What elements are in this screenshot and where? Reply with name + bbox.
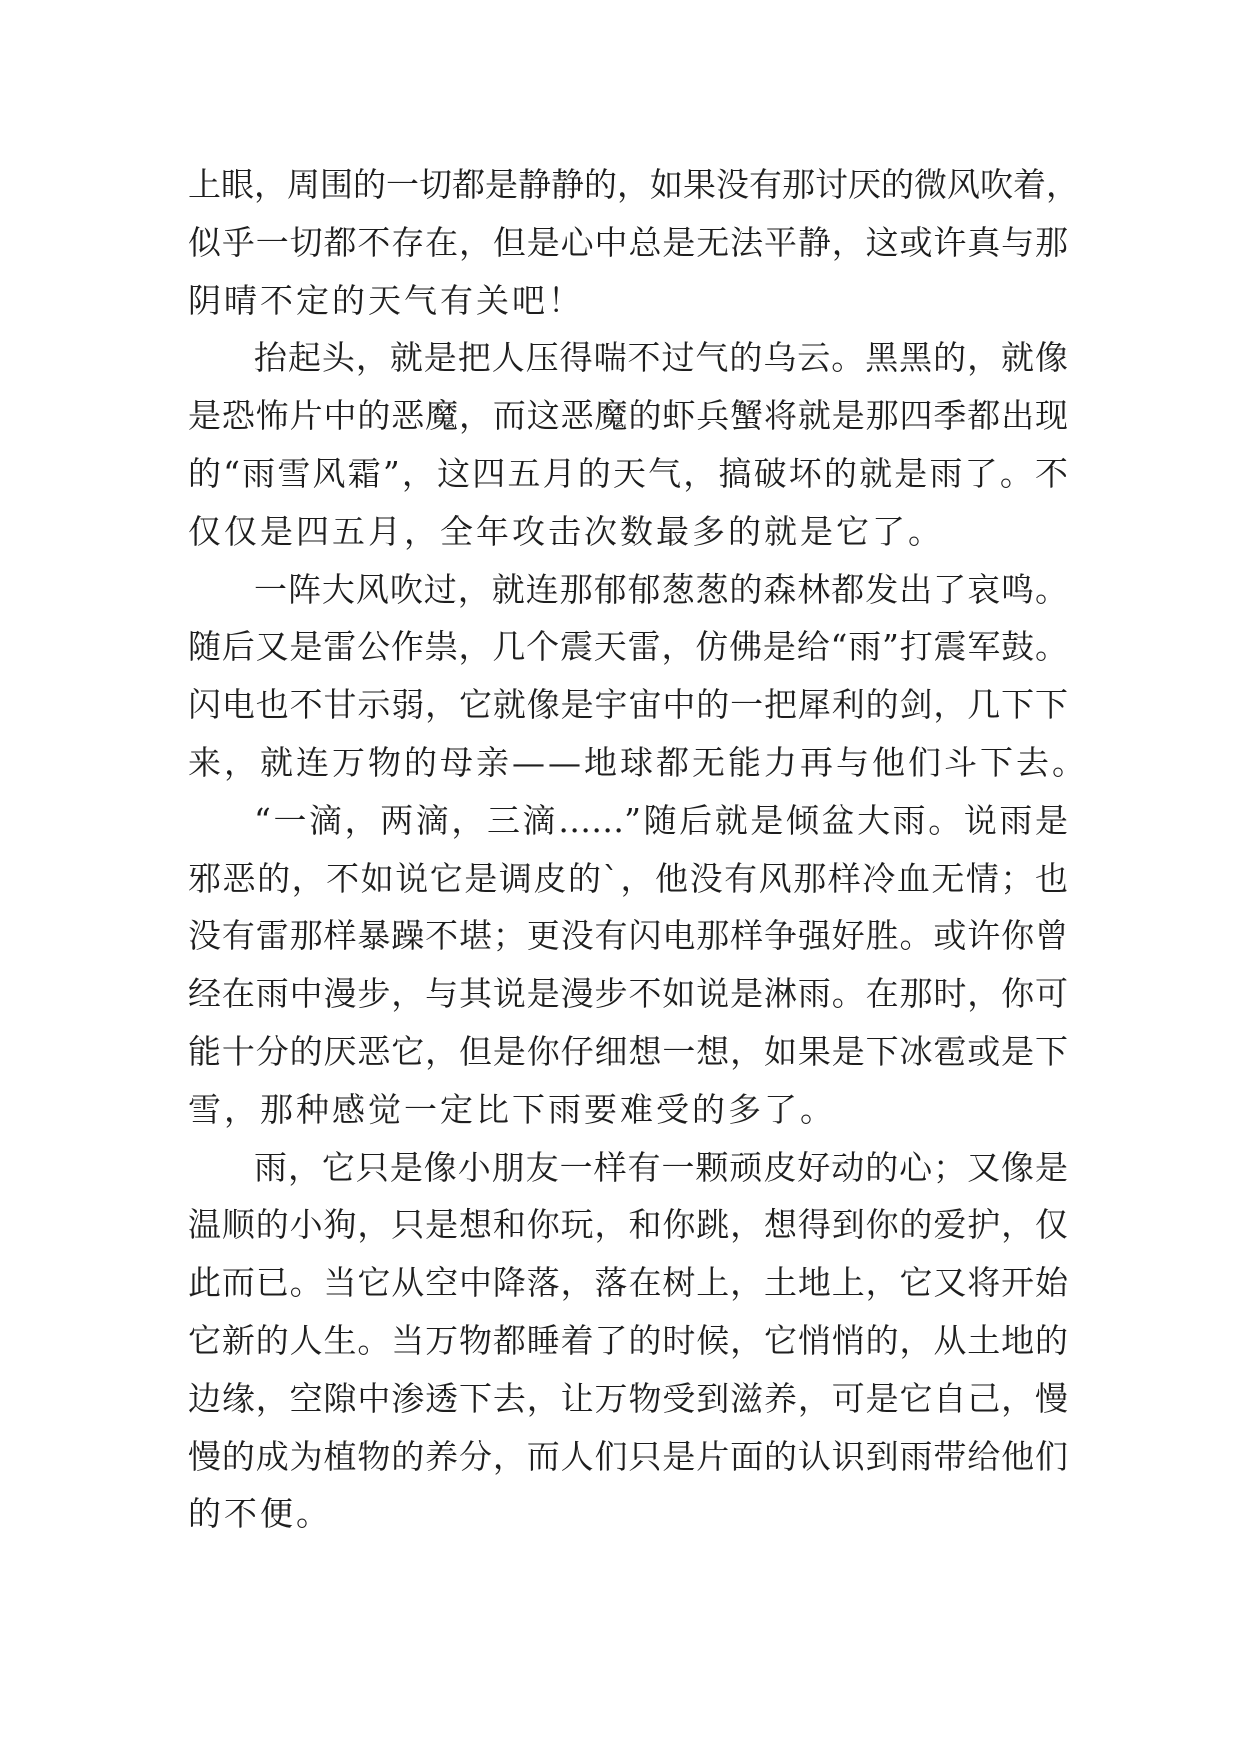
text-line-7: 仅仅是四五月，全年攻击次数最多的就是它了。 — [188, 511, 944, 551]
paragraph-start-line: 雨，它只是像小朋友一样有一颗顽皮好动的心；又像是 — [254, 1147, 1068, 1187]
document-body — [188, 156, 1088, 1543]
text-line-10: 闪电也不甘示弱，它就像是宇宙中的一把犀利的剑，几下下 — [188, 685, 1068, 725]
paragraph-start-line: 一阵大风吹过，就连那郁郁葱葱的森林都发出了哀鸣。 — [254, 569, 1068, 609]
text-line-1: 上眼，周围的一切都是静静的，如果没有那讨厌的微风吹着， — [188, 165, 1079, 204]
text-line-20: 此而已。当它从空中降落，落在树上，土地上，它又将开始 — [188, 1263, 1068, 1303]
text-line-6: 的“雨雪风霜”，这四五月的天气，搞破坏的就是雨了。不 — [188, 453, 1068, 493]
paragraph-start-line: 抬起头，就是把人压得喘不过气的乌云。黑黑的，就像 — [254, 338, 1068, 378]
text-line-24: 的不便。 — [188, 1494, 332, 1534]
text-line-3: 阴晴不定的天气有关吧！ — [188, 280, 584, 320]
text-line-22: 边缘，空隙中渗透下去，让万物受到滋养，可是它自己，慢 — [188, 1378, 1068, 1418]
text-line-2: 似乎一切都不存在，但是心中总是无法平静，这或许真与那 — [188, 222, 1068, 262]
text-line-14: 没有雷那样暴躁不堪；更没有闪电那样争强好胜。或许你曾 — [188, 916, 1068, 956]
text-line-19: 温顺的小狗，只是想和你玩，和你跳，想得到你的爱护，仅 — [188, 1205, 1068, 1245]
text-line-23: 慢的成为植物的养分，而人们只是片面的认识到雨带给他们 — [188, 1436, 1068, 1476]
text-line-16: 能十分的厌恶它，但是你仔细想一想，如果是下冰雹或是下 — [188, 1031, 1068, 1071]
text-line-5: 是恐怖片中的恶魔，而这恶魔的虾兵蟹将就是那四季都出现 — [188, 396, 1068, 436]
text-line-9: 随后又是雷公作祟，几个震天雷，仿佛是给“雨”打震军鼓。 — [188, 627, 1068, 667]
text-line-17: 雪，那种感觉一定比下雨要难受的多了。 — [188, 1089, 836, 1129]
text-line-13: 邪恶的，不如说它是调皮的`，他没有风那样冷血无情；也 — [188, 858, 1068, 898]
text-line-11: 来，就连万物的母亲——地球都无能力再与他们斗下去。 — [188, 742, 1088, 782]
paragraph-start-line: “一滴，两滴，三滴……”随后就是倾盆大雨。说雨是 — [254, 800, 1068, 840]
text-line-15: 经在雨中漫步，与其说是漫步不如说是淋雨。在那时，你可 — [188, 974, 1068, 1014]
text-line-21: 它新的人生。当万物都睡着了的时候，它悄悄的，从土地的 — [188, 1320, 1068, 1360]
